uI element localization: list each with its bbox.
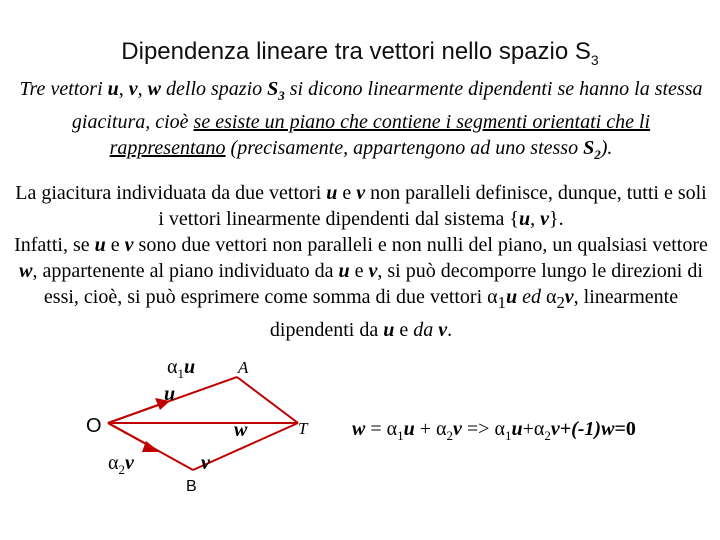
label-v: v: [201, 452, 210, 474]
underlined-condition: se esiste un piano che contiene i segmenti orientati che li rappresentano: [109, 111, 651, 160]
definition-paragraph: Tre vettori u, v, w dello spazio $S_3$ si dicono linearmente dipendenti se hanno la stessa giacitura, cioè se esiste un piano che contiene i segmenti orientati che li rappresentano (precisamente, appartengono ad uno stesso $S_2$).: [19, 78, 703, 163]
segment-A-T: [237, 377, 298, 423]
label-O: O: [86, 415, 102, 437]
label-A: A: [238, 358, 249, 377]
label-B: B: [186, 478, 197, 495]
linear-dependence-equation: $w = \alpha_1u + \alpha_2v => \alpha_1u+\alpha_2v+(-1)w=0$: [352, 418, 636, 443]
vector-u-arrow: [108, 405, 158, 423]
vector-v-arrow: [108, 423, 150, 446]
label-u: u: [164, 383, 176, 405]
label-T: T: [298, 419, 308, 438]
giacitura-paragraph: La giacitura individuata da due vettori u e v non paralleli definisce, dunque, tutti e soli i vettori linearmente dipendenti dal sistema {u, v}.: [15, 182, 707, 231]
label-w: w: [234, 419, 248, 441]
label-alpha1-u: $\alpha_1u$: [167, 356, 196, 381]
slide-title: Dipendenza lineare tra vettori nello spazio $S_3$: [121, 38, 599, 68]
decomposition-paragraph: Infatti, se u e v sono due vettori non paralleli e non nulli del piano, un qualsiasi vettore w, appartenente al piano individuato da u e v, si può decomporre lungo le direzioni di essi, cioè, si può esprimere come somma di due vettori $\alpha_1u$ ed $\alpha_2v$, linearmente dipendenti da u e da v.: [14, 234, 708, 341]
label-alpha2-v: $\alpha_2v$: [108, 452, 134, 477]
